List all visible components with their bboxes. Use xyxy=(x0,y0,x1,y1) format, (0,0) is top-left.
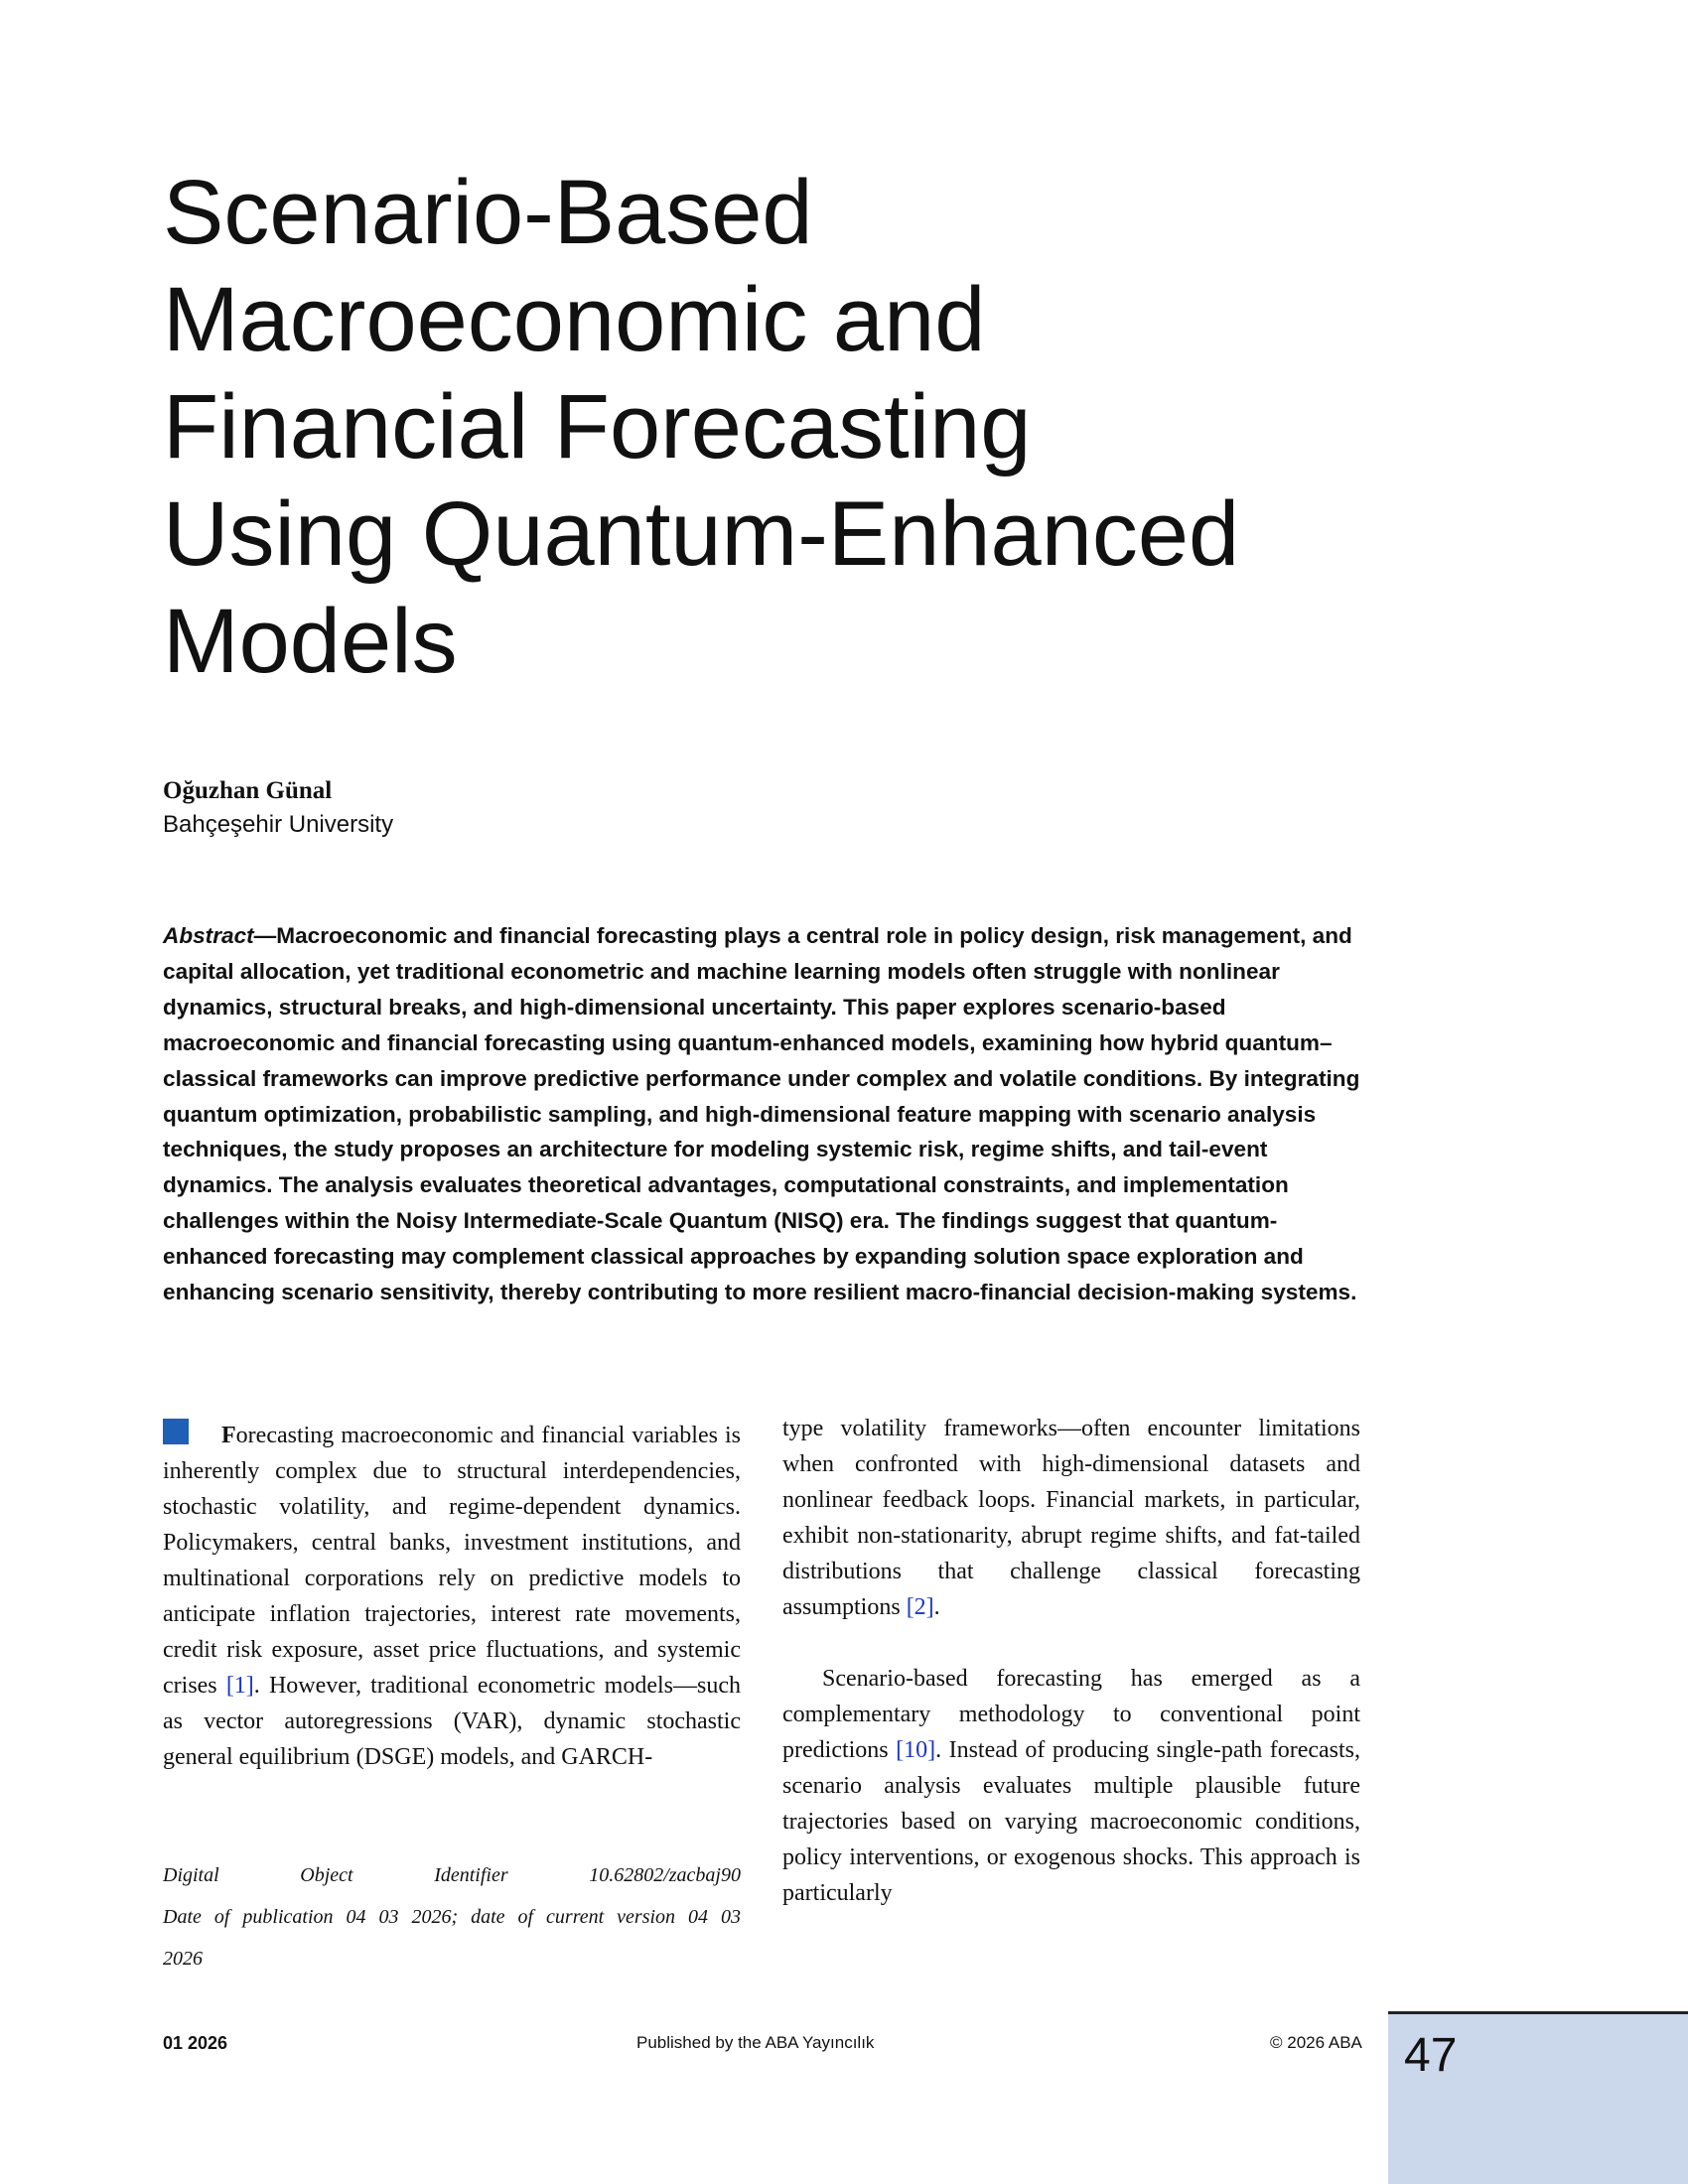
paragraph xyxy=(782,1411,1360,1625)
citation-link-10[interactable]: [10] xyxy=(896,1737,936,1763)
title-line: Using Quantum-Enhanced xyxy=(163,483,1240,585)
footer-publisher: Published by the ABA Yayıncılık xyxy=(636,2033,875,2052)
doi-line: Digital Object Identifier 10.62802/zacbaj90 xyxy=(163,1864,741,1886)
author-affiliation: Bahçeşehir University xyxy=(163,811,394,838)
paragraph-text: . However, traditional econometric models—such as vector autoregressions (VAR), dynamic stochastic general equilibrium (DSGE) models, and GARCH- xyxy=(163,1673,741,1770)
publication-date-line: Date of publication 04 03 2026; date of current version 04 03 xyxy=(163,1906,741,1928)
citation-link-1[interactable]: [1] xyxy=(225,1673,254,1699)
section-marker-icon xyxy=(163,1419,189,1444)
abstract-label: Abstract xyxy=(163,923,254,948)
paragraph-text: . Instead of producing single-path forecasts, scenario analysis evaluates multiple plausible future trajectories based on varying macroeconomic conditions, policy interventions, or exogenous shocks. This approach is particularly xyxy=(782,1737,1361,1906)
paragraph-text: type volatility frameworks—often encounter limitations when confronted with high-dimensional datasets and nonlinear feedback loops. Financial markets, in particular, exhibit non-stationarity, abrupt regime shifts, and fat-tailed distributions that challenge classical forecasting assumptions xyxy=(782,1416,1360,1620)
paragraph-text: Scenario-based forecasting has emerged as a complementary methodology to conventional point predictions xyxy=(782,1666,1360,1763)
page-number: 47 xyxy=(1404,2029,1458,2082)
title-line: Models xyxy=(163,591,458,692)
publication-info xyxy=(163,1854,741,1979)
paragraph xyxy=(782,1661,1360,1911)
title-line: Financial Forecasting xyxy=(163,376,1032,478)
intro-paragraph xyxy=(163,1418,741,1775)
author-name: Oğuzhan Günal xyxy=(163,777,333,804)
footer-issue: 01 2026 xyxy=(163,2033,228,2053)
abstract-dash: — xyxy=(253,923,277,948)
paper-title xyxy=(163,159,1404,695)
citation-link-2[interactable]: [2] xyxy=(906,1594,934,1620)
abstract xyxy=(163,918,1364,1310)
publication-date-line: 2026 xyxy=(163,1948,203,1970)
title-line: Scenario-Based xyxy=(163,162,813,263)
first-letter: F xyxy=(221,1423,236,1448)
body-column-right xyxy=(782,1411,1360,1911)
footer-copyright: © 2026 ABA xyxy=(1270,2033,1362,2052)
paragraph-text: orecasting macroeconomic and financial variables is inherently complex due to structural interdependencies, stochastic volatility, and regime-dependent dynamics. Policymakers, central banks, investment institutions, and multinational corporations rely on predictive models to anticipate inflation trajectories, interest rate movements, credit risk exposure, asset price fluctuations, and systemic crises xyxy=(163,1423,741,1699)
abstract-text: Macroeconomic and financial forecasting plays a central role in policy design, risk management, and capital allocation, yet traditional econometric and machine learning models often struggle with nonlinear dynamics, structural breaks, and high-dimensional uncertainty. This paper explores scenario-based macroeconomic and financial forecasting using quantum-enhanced models, examining how hybrid quantum–classical frameworks can improve predictive performance under complex and volatile conditions. By integrating quantum optimization, probabilistic sampling, and high-dimensional feature mapping with scenario analysis techniques, the study proposes an architecture for modeling systemic risk, regime shifts, and tail-event dynamics. The analysis evaluates theoretical advantages, computational constraints, and implementation challenges within the Noisy Intermediate-Scale Quantum (NISQ) era. The findings suggest that quantum-enhanced forecasting may complement classical approaches by expanding solution space exploration and enhancing scenario sensitivity, thereby contributing to more resilient macro-financial decision-making systems. xyxy=(163,923,1360,1305)
title-line: Macroeconomic and xyxy=(163,269,986,370)
body-column-left xyxy=(163,1418,741,1775)
paragraph-text: . xyxy=(933,1594,940,1620)
